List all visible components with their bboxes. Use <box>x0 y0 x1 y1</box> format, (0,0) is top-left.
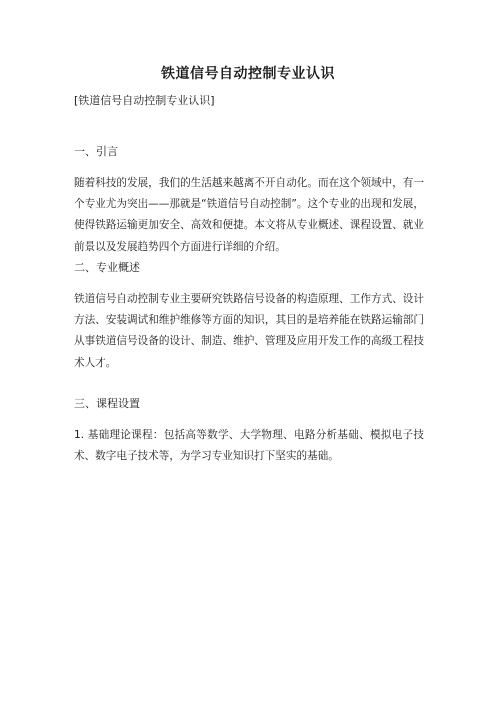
section-paragraph-overview: 铁道信号自动控制专业主要研究铁路信号设备的构造原理、工作方式、设计方法、安装调试和维护维修等方面的知识，其目的是培养能在铁路运输部门从事铁道信号设备的设计、制造、维护、管理及应用开发工作的高级工程技术人才。 <box>74 293 424 369</box>
section-heading-overview: 二、专业概述 <box>74 261 140 274</box>
section-heading-curriculum: 三、课程设置 <box>74 397 140 410</box>
section-paragraph-introduction: 随着科技的发展，我们的生活越来越离不开自动化。而在这个领域中，有一个专业尤为突出——那就是“铁道信号自动控制”。这个专业的出现和发展，使得铁路运输更加安全、高效和便捷。本文将从专业概述、课程设置、就业前景以及发展趋势四个方面进行详细的介绍。 <box>74 177 424 253</box>
document-title: 铁道信号自动控制专业认识 <box>161 66 335 82</box>
section-paragraph-curriculum: 1. 基础理论课程：包括高等数学、大学物理、电路分析基础、模拟电子技术、数字电子技术等，为学习专业知识打下坚实的基础。 <box>74 429 424 463</box>
section-heading-introduction: 一、引言 <box>74 145 118 158</box>
document-subtitle: [铁道信号自动控制专业认识] <box>74 94 215 107</box>
